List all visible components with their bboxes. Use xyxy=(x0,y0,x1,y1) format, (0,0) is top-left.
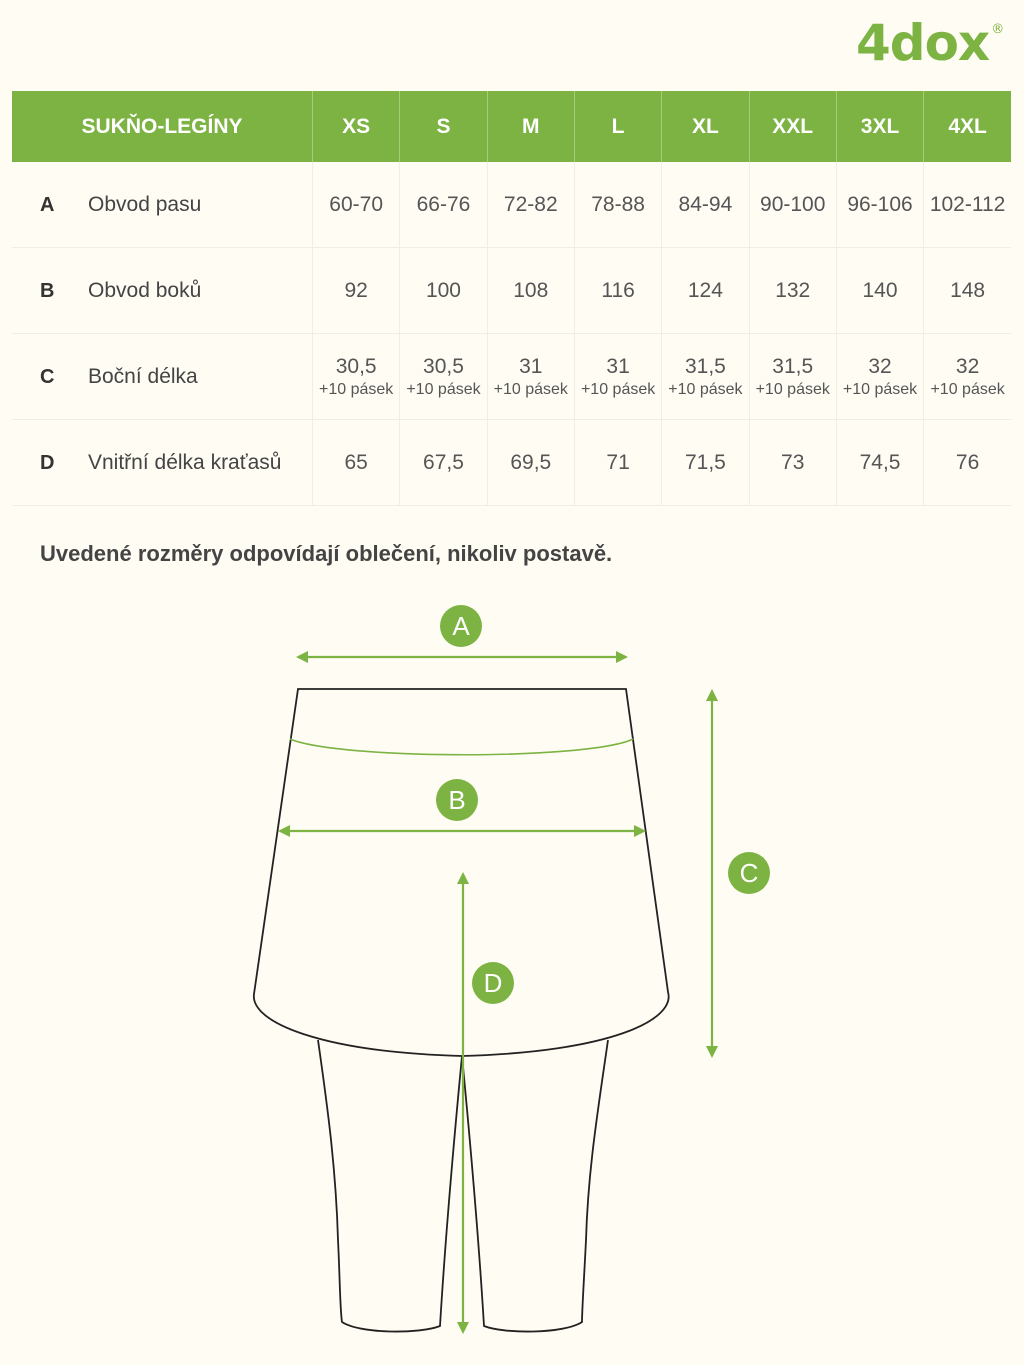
table-cell: 92 xyxy=(313,248,400,334)
table-cell: 76 xyxy=(924,420,1011,506)
table-cell: 66-76 xyxy=(400,162,487,248)
registered-mark: ® xyxy=(991,22,1004,37)
size-header-xs: XS xyxy=(313,91,400,162)
table-cell: 116 xyxy=(574,248,661,334)
table-cell: 67,5 xyxy=(400,420,487,506)
table-cell: 84-94 xyxy=(662,162,749,248)
badge-b xyxy=(436,779,478,821)
skirt-outline xyxy=(254,689,669,1056)
badge-b-letter: B xyxy=(448,785,466,815)
cell-sub: +10 pásek xyxy=(755,380,830,398)
row-name: Vnitřní délka kraťasů xyxy=(88,450,282,474)
table-cell: 132 xyxy=(749,248,836,334)
cell-value: 31,5 xyxy=(684,354,726,378)
table-cell: 73 xyxy=(749,420,836,506)
size-header-m: M xyxy=(487,91,574,162)
table-cell: 71,5 xyxy=(662,420,749,506)
measurement-note: Uvedené rozměry odpovídají oblečení, nikoliv postavě. xyxy=(40,541,613,566)
size-header-4xl: 4XL xyxy=(924,91,1011,162)
table-cell: 124 xyxy=(662,248,749,334)
table-cell: 60-70 xyxy=(313,162,400,248)
size-header-s: S xyxy=(400,91,487,162)
row-letter: C xyxy=(40,365,55,388)
size-header-xxl: XXL xyxy=(749,91,836,162)
cell-sub: +10 pásek xyxy=(319,380,394,398)
cell-sub: +10 pásek xyxy=(580,380,656,398)
cell-sub: +10 pásek xyxy=(930,380,1005,398)
cell-value: 31,5 xyxy=(772,354,814,378)
size-header-xl: XL xyxy=(662,91,749,162)
row-name: Obvod pasu xyxy=(88,192,202,216)
badge-a xyxy=(440,605,482,647)
cell-value: 32 xyxy=(955,354,980,378)
row-letter: D xyxy=(40,451,55,474)
size-header-3xl: 3XL xyxy=(836,91,923,162)
cell-value: 32 xyxy=(868,354,892,378)
table-cell: 96-106 xyxy=(836,162,923,248)
table-cell: 102-112 xyxy=(924,162,1011,248)
brand-name: 4dox xyxy=(856,14,990,72)
table-cell: 148 xyxy=(924,248,1011,334)
cell-value: 30,5 xyxy=(423,354,464,378)
cell-value: 31 xyxy=(519,354,543,378)
table-cell: 74,5 xyxy=(836,420,923,506)
badge-d-letter: D xyxy=(483,968,503,998)
cell-sub: +10 pásek xyxy=(668,380,743,398)
badge-a-letter: A xyxy=(452,611,470,641)
table-cell: 72-82 xyxy=(487,162,574,248)
table-cell: 69,5 xyxy=(487,420,574,506)
row-letter: B xyxy=(40,279,55,302)
cell-sub: +10 pásek xyxy=(406,380,481,398)
badge-c xyxy=(728,852,770,894)
legging-left-outline xyxy=(318,1040,462,1332)
row-letter: A xyxy=(40,193,55,216)
badge-c-letter: C xyxy=(739,858,759,888)
legging-right-outline xyxy=(462,1040,608,1332)
table-cell: 100 xyxy=(400,248,487,334)
cell-sub: +10 pásek xyxy=(493,380,568,398)
cell-value: 30,5 xyxy=(335,354,377,378)
table-cell: 140 xyxy=(836,248,923,334)
cell-value: 31 xyxy=(606,354,630,378)
size-header-l: L xyxy=(574,91,661,162)
table-cell: 78-88 xyxy=(574,162,661,248)
badge-d xyxy=(472,962,514,1004)
row-name: Boční délka xyxy=(88,364,198,388)
table-cell: 90-100 xyxy=(749,162,836,248)
table-cell: 71 xyxy=(574,420,661,506)
table-title: SUKŇO-LEGÍNY xyxy=(12,91,313,162)
cell-sub: +10 pásek xyxy=(842,380,918,398)
table-cell: 108 xyxy=(487,248,574,334)
row-name: Obvod boků xyxy=(88,278,202,302)
table-cell: 65 xyxy=(313,420,400,506)
